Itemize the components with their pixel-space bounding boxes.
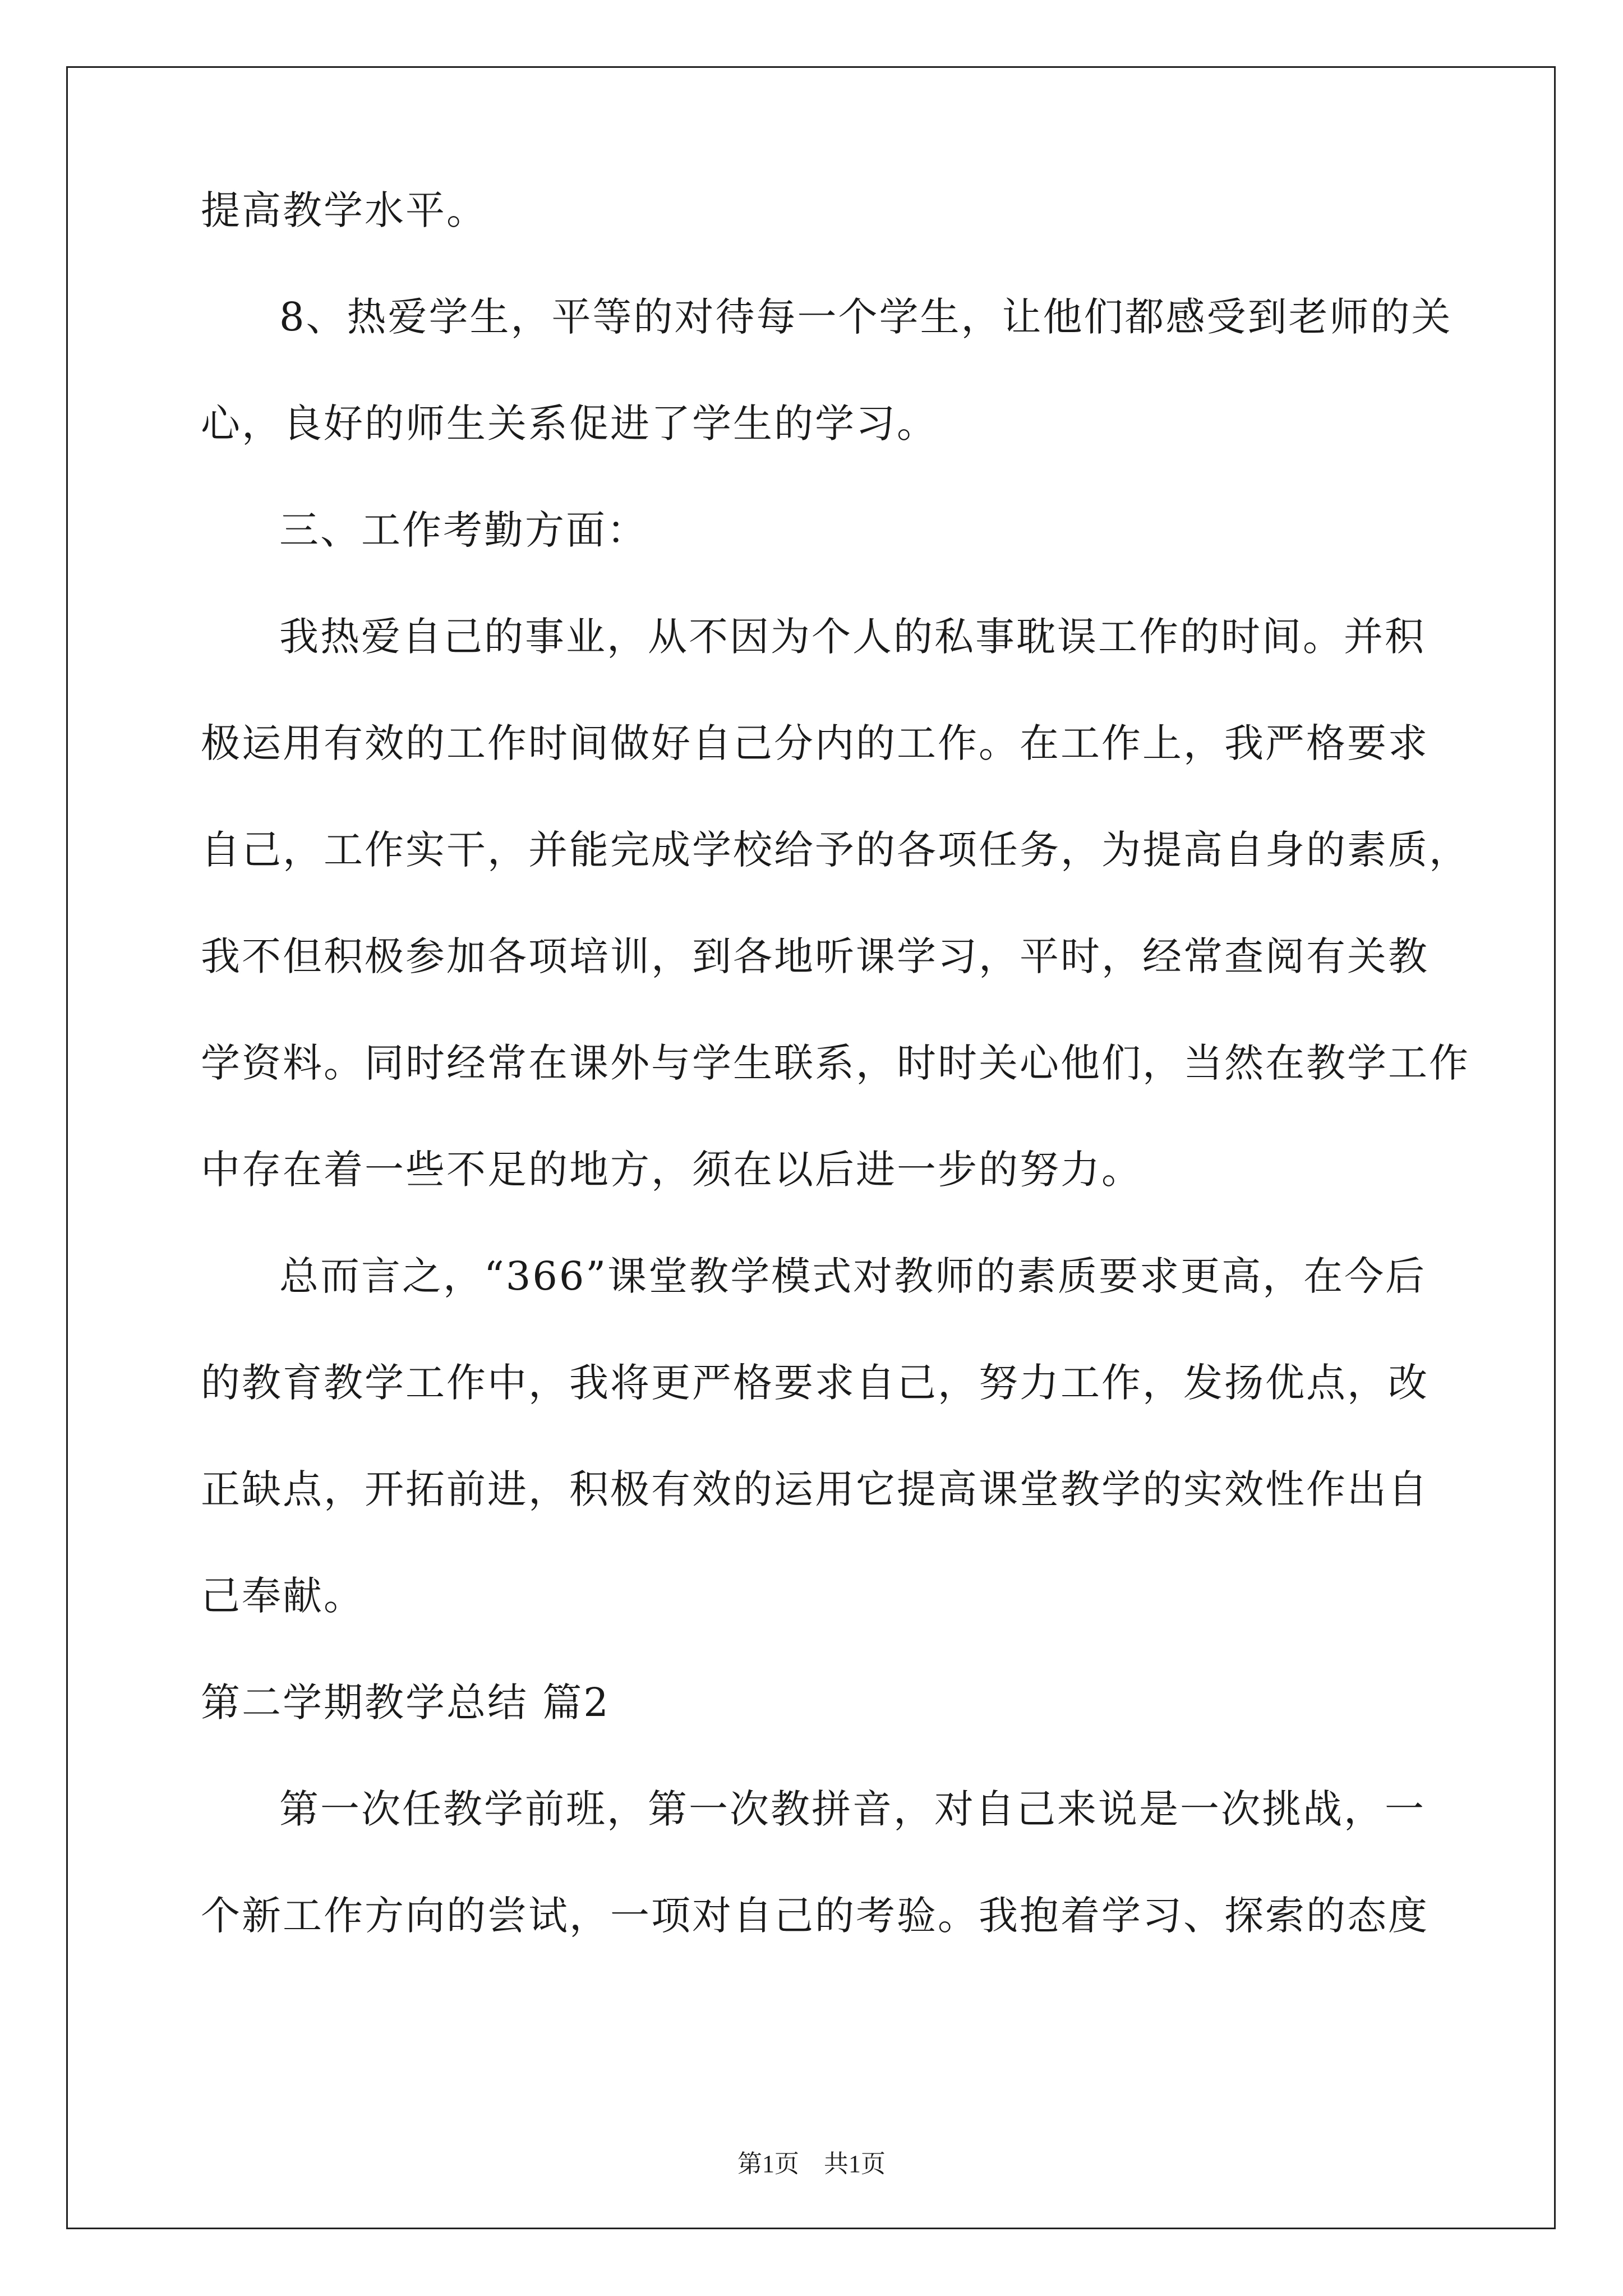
section-heading: 三、工作考勤方面： — [279, 507, 648, 553]
text-line: 极运用有效的工作时间做好自己分内的工作。在工作上，我严格要求 — [201, 720, 1429, 766]
article-title: 第二学期教学总结 篇2 — [201, 1680, 610, 1726]
text-line: 正缺点，开拓前进，积极有效的运用它提高课堂教学的实效性作出自 — [201, 1466, 1429, 1512]
text-line: 中存在着一些不足的地方，须在以后进一步的努力。 — [201, 1147, 1142, 1193]
text-line: 己奉献。 — [201, 1573, 365, 1619]
text-line: 8、热爱学生，平等的对待每一个学生，让他们都感受到老师的关 — [279, 294, 1453, 340]
page-footer: 第1页 共1页 — [737, 2150, 886, 2178]
text-line: 提高教学水平。 — [201, 187, 487, 233]
text-line: 第一次任教学前班，第一次教拼音，对自己来说是一次挑战，一 — [279, 1786, 1426, 1832]
text-line: 我热爱自己的事业，从不因为个人的私事耽误工作的时间。并积 — [279, 614, 1426, 660]
text-line: 的教育教学工作中，我将更严格要求自己，努力工作，发扬优点，改 — [201, 1360, 1429, 1406]
text-line: 自己，工作实干，并能完成学校给予的各项任务，为提高自身的素质， — [201, 827, 1470, 873]
text-line: 我不但积极参加各项培训，到各地听课学习，平时，经常查阅有关教 — [201, 933, 1429, 979]
text-line: 心，良好的师生关系促进了学生的学习。 — [201, 401, 938, 447]
text-line: 学资料。同时经常在课外与学生联系，时时关心他们，当然在教学工作 — [201, 1040, 1470, 1086]
text-line: 总而言之，“366”课堂教学模式对教师的素质要求更高，在今后 — [279, 1253, 1427, 1299]
text-line: 个新工作方向的尝试，一项对自己的考验。我抱着学习、探索的态度 — [201, 1893, 1429, 1939]
